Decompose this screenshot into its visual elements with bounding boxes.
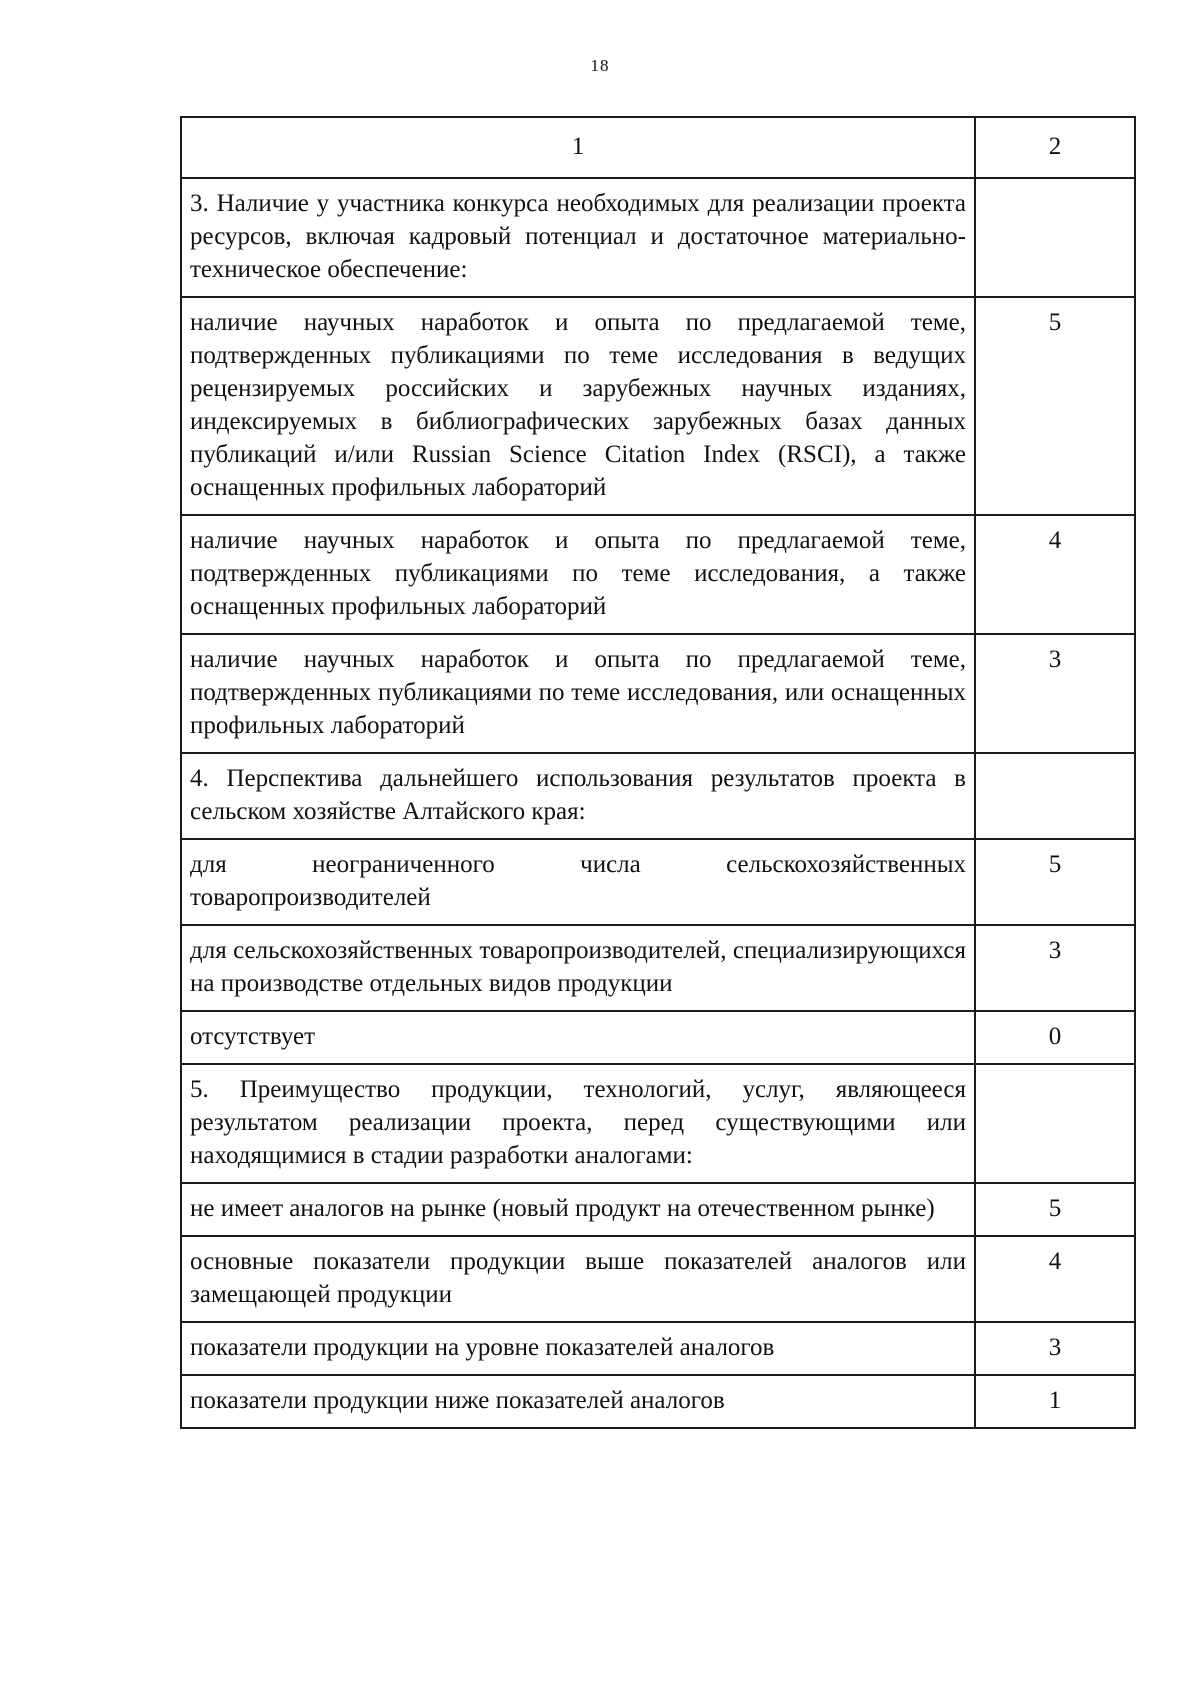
criterion-option: наличие научных наработок и опыта по предлагаемой теме, подтвержденных публикациями по теме исследования, или оснащенных профильных лабораторий (181, 634, 975, 753)
score-cell: 4 (975, 1236, 1135, 1322)
criterion-heading-3: 3. Наличие у участника конкурса необходимых для реализации проекта ресурсов, включая кадровый потенциал и достаточное материально-техническое обеспечение: (181, 178, 975, 297)
score-cell (975, 753, 1135, 839)
table-row (181, 753, 1135, 839)
score-cell: 0 (975, 1011, 1135, 1064)
criterion-option: наличие научных наработок и опыта по предлагаемой теме, подтвержденных публикациями по теме исследования, а также оснащенных профильных лабораторий (181, 515, 975, 634)
score-cell: 3 (975, 1322, 1135, 1375)
score-cell: 3 (975, 925, 1135, 1011)
criterion-option: показатели продукции ниже показателей аналогов (181, 1375, 975, 1428)
score-cell: 5 (975, 839, 1135, 925)
score-cell (975, 1064, 1135, 1183)
score-cell: 1 (975, 1375, 1135, 1428)
table-row (181, 1064, 1135, 1183)
criteria-table (180, 116, 1136, 1429)
criterion-option: для неограниченного числа сельскохозяйственных товаропроизводителей (181, 839, 975, 925)
page-number: 18 (590, 56, 610, 75)
table-row (181, 1183, 1135, 1236)
column-header-1: 1 (181, 117, 975, 178)
score-cell (975, 178, 1135, 297)
table-row (181, 634, 1135, 753)
criterion-option: для сельскохозяйственных товаропроизводителей, специализирующихся на производстве отдельных видов продукции (181, 925, 975, 1011)
table-row (181, 1236, 1135, 1322)
table-row (181, 1011, 1135, 1064)
criterion-option: показатели продукции на уровне показателей аналогов (181, 1322, 975, 1375)
criterion-option: наличие научных наработок и опыта по предлагаемой теме, подтвержденных публикациями по теме исследования в ведущих рецензируемых российских и зарубежных научных изданиях, индексируемых в библиографических зарубежных базах данных публикаций и/или Russian Science Citation Index (RSCI), а также оснащенных профильных лабораторий (181, 297, 975, 515)
table-row (181, 925, 1135, 1011)
criterion-option: не имеет аналогов на рынке (новый продукт на отечественном рынке) (181, 1183, 975, 1236)
table-header-row (181, 117, 1135, 178)
table-row (181, 1322, 1135, 1375)
table-row (181, 515, 1135, 634)
criterion-heading-4: 4. Перспектива дальнейшего использования результатов проекта в сельском хозяйстве Алтайского края: (181, 753, 975, 839)
score-cell: 5 (975, 1183, 1135, 1236)
table-row (181, 839, 1135, 925)
criterion-heading-5: 5. Преимущество продукции, технологий, услуг, являющееся результатом реализации проекта, перед существующими или находящимися в стадии разработки аналогами: (181, 1064, 975, 1183)
criterion-option: основные показатели продукции выше показателей аналогов или замещающей продукции (181, 1236, 975, 1322)
score-cell: 5 (975, 297, 1135, 515)
score-cell: 3 (975, 634, 1135, 753)
table-row (181, 297, 1135, 515)
table-row (181, 178, 1135, 297)
score-cell: 4 (975, 515, 1135, 634)
criterion-option: отсутствует (181, 1011, 975, 1064)
table-row (181, 1375, 1135, 1428)
column-header-2: 2 (975, 117, 1135, 178)
